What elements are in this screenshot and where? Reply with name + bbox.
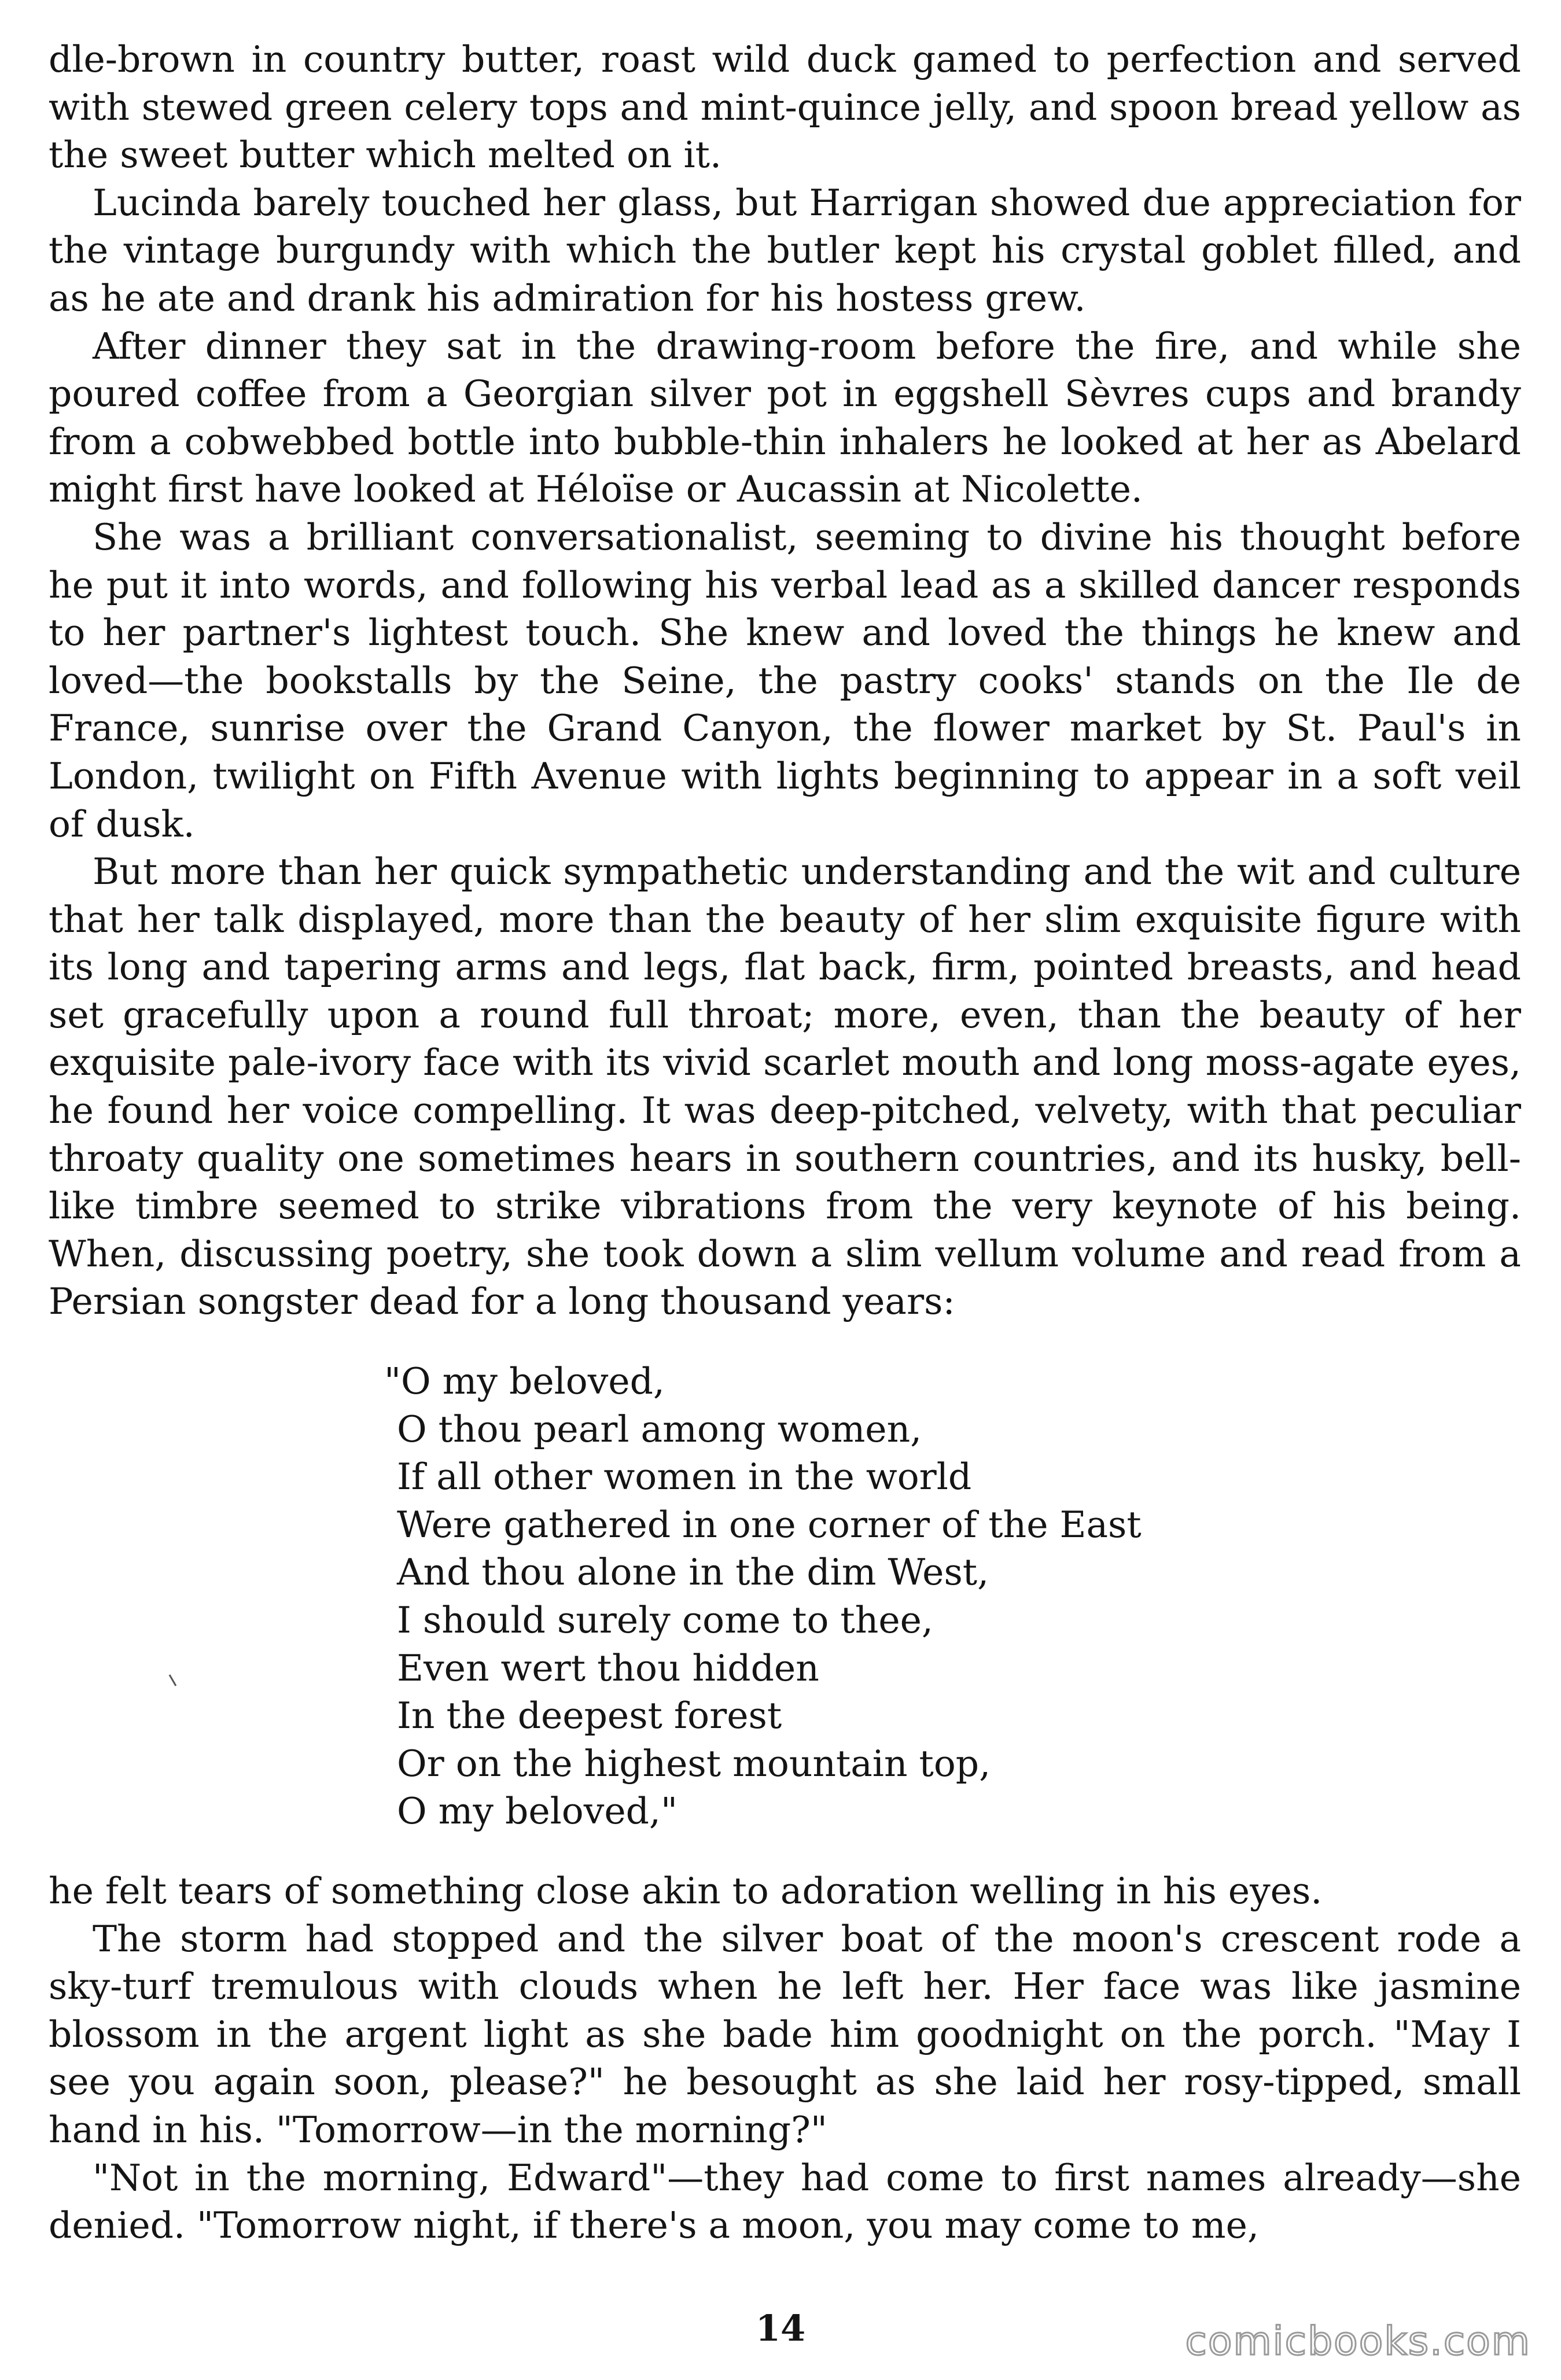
poem-line: "O my beloved,: [384, 1360, 665, 1403]
paragraph-after-dinner: After dinner they sat in the drawing-room before the fire, and while she poured coffee from a Georgian silver pot in eggshell Sèvres cups and brandy from a cobwebbed bottle into bubble-thin inhalers he looked at her as Abelard might first have looked at Héloïse or Aucassin at Nicolette.: [49, 325, 1521, 511]
paragraph-tears: he felt tears of something close akin to adoration welling in his eyes.: [49, 1869, 1323, 1912]
poem-line: I should surely come to thee,: [397, 1599, 933, 1641]
poem-line: Were gathered in one corner of the East: [397, 1503, 1142, 1546]
paragraph-continued: dle-brown in country butter, roast wild duck gamed to perfection and served with stewed green celery tops and mint-quince jelly, and spoon bread yellow as the sweet butter which melted on it.: [49, 38, 1521, 176]
poem-block: [49, 1358, 1521, 1836]
poem-line: And thou alone in the dim West,: [397, 1551, 989, 1594]
poem-line: Or on the highest mountain top,: [397, 1742, 991, 1785]
poem: [49, 1358, 1521, 1836]
poem-line: O thou pearl among women,: [397, 1408, 922, 1450]
page-number: 14: [755, 2307, 806, 2349]
text-column: [49, 36, 1521, 2250]
paragraph-conversationalist: She was a brilliant conversationalist, seeming to divine his thought before he put it into words, and following his verbal lead as a skilled dancer responds to her partner's lightest touch. She knew and loved the things he knew and loved—the bookstalls by the Seine, the pastry cooks' stands on the Ile de France, sunrise over the Grand Canyon, the flower market by St. Paul's in London, twilight on Fifth Avenue with lights beginning to appear in a soft veil of dusk.: [49, 515, 1521, 845]
poem-line: If all other women in the world: [397, 1456, 972, 1498]
paragraph-storm-stopped: The storm had stopped and the silver boat of the moon's crescent rode a sky-turf tremulous with clouds when he left her. Her face was like jasmine blossom in the argent light as she bade him goodnight on the porch. "May I see you again soon, please?" he besought as she laid her rosy-tipped, small hand in his. "Tomorrow—in the morning?": [49, 1917, 1521, 2151]
poem-line: Even wert thou hidden: [397, 1646, 819, 1689]
watermark-logo: comicbooks.com: [1185, 2319, 1531, 2364]
paragraph-her-voice: But more than her quick sympathetic understanding and the wit and culture that her talk displayed, more than the beauty of her slim exquisite figure with its long and tapering arms and legs, flat back, firm, pointed breasts, and head set gracefully upon a round full throat; more, even, than the beauty of her exquisite pale-ivory face with its vivid scarlet mouth and long moss-agate eyes, he found her voice compelling. It was deep-pitched, velvety, with that peculiar throaty quality one sometimes hears in southern countries, and its husky, bell-like timbre seemed to strike vibrations from the very keynote of his being. When, discussing poetry, she took down a slim vellum volume and read from a Persian songster dead for a long thousand years:: [49, 850, 1521, 1323]
poem-line: O my beloved,": [397, 1790, 678, 1833]
paragraph-not-in-morning: "Not in the morning, Edward"—they had come to first names already—she denied. "Tomorrow night, if there's a moon, you may come to me,: [49, 2156, 1521, 2247]
poem-line: In the deepest forest: [397, 1694, 782, 1737]
paragraph-lucinda-glass: Lucinda barely touched her glass, but Harrigan showed due appreciation for the vintage burgundy with which the butler kept his crystal goblet filled, and as he ate and drank his admiration for his hostess grew.: [49, 181, 1521, 319]
